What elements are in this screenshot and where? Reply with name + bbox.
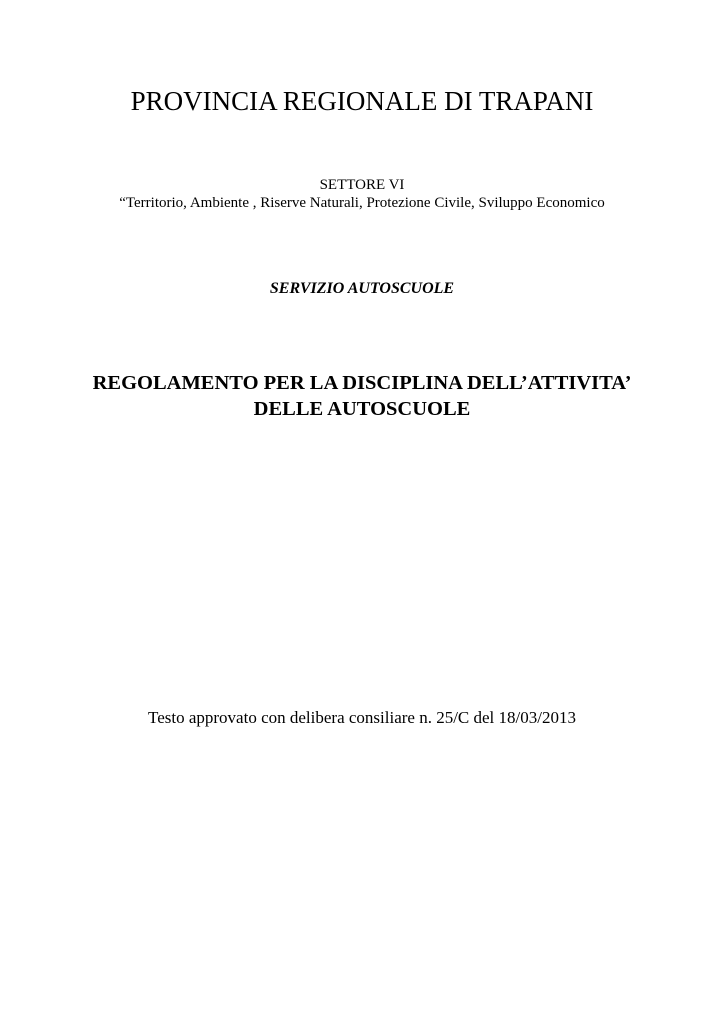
- sector-description: “Territorio, Ambiente , Riserve Naturali, Protezione Civile, Sviluppo Economico: [119, 195, 605, 211]
- regulation-title-line-2: DELLE AUTOSCUOLE: [253, 398, 471, 420]
- approval-note: Testo approvato con delibera consiliare n. 25/C del 18/03/2013: [148, 708, 576, 727]
- service-name: SERVIZIO AUTOSCUOLE: [269, 280, 455, 297]
- sector-label: SETTORE VI: [319, 177, 405, 193]
- document-title: PROVINCIA REGIONALE DI TRAPANI: [130, 86, 594, 116]
- regulation-title-line-1: REGOLAMENTO PER LA DISCIPLINA DELL’ATTIVITA’: [92, 372, 632, 394]
